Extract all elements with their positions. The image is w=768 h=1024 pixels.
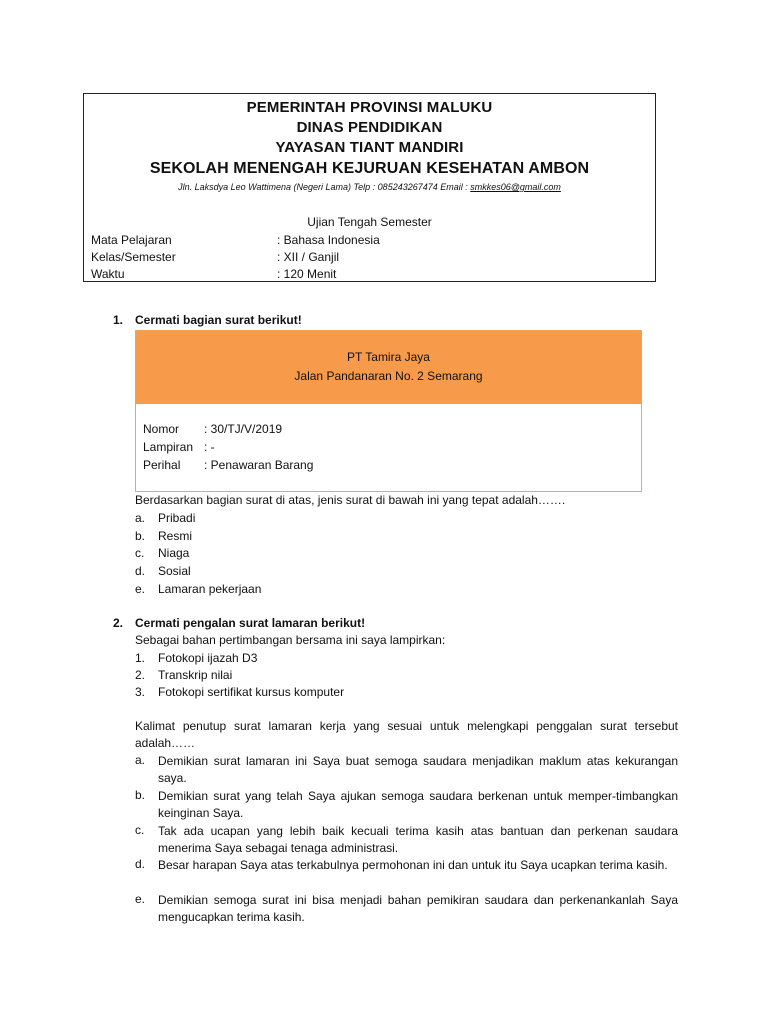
question-2-number: 2. xyxy=(113,616,124,630)
letter-row-label: Nomor xyxy=(143,422,180,436)
question-1-text: Berdasarkan bagian surat di atas, jenis surat di bawah ini yang tepat adalah……. xyxy=(135,493,566,507)
address-text: Jln. Laksdya Leo Wattimena (Negeri Lama) Telp : 085243267474 Email : xyxy=(178,182,471,192)
answer-option-b[interactable]: Resmi xyxy=(158,529,193,543)
letter-address: Jalan Pandanaran No. 2 Semarang xyxy=(294,369,483,383)
option-letter: d. xyxy=(135,857,146,871)
header-line-3: YAYASAN TIANT MANDIRI xyxy=(275,139,464,156)
info-label: Kelas/Semester xyxy=(91,250,176,264)
info-row-time xyxy=(91,267,337,281)
option-letter: e. xyxy=(135,582,146,596)
answer-option-e[interactable]: Lamaran pekerjaan xyxy=(158,582,262,596)
answer-option-e[interactable]: Demikian semoga surat ini bisa menjadi bahan pemikiran saudara dan perkenankanlah Saya mengucapkan terima kasih. xyxy=(158,893,678,924)
option-letter: b. xyxy=(135,529,146,543)
letter-row-nomor xyxy=(143,422,282,436)
info-row-subject xyxy=(91,233,380,247)
attachment-number: 1. xyxy=(135,651,146,665)
answer-option-b[interactable]: Demikian surat yang telah Saya ajukan semoga saudara berkenan untuk memper-timbangkan keinginan Saya. xyxy=(158,789,678,820)
option-letter: b. xyxy=(135,788,146,802)
answer-option-c[interactable]: Niaga xyxy=(158,546,190,560)
header-line-4: SEKOLAH MENENGAH KEJURUAN KESEHATAN AMBON xyxy=(149,160,590,177)
answer-option-d[interactable]: Sosial xyxy=(158,564,191,578)
info-row-class xyxy=(91,250,340,264)
option-letter: a. xyxy=(135,511,146,525)
answer-option-d[interactable]: Besar harapan Saya atas terkabulnya permohonan ini dan untuk itu Saya ucapkan terima kasih. xyxy=(158,858,668,872)
option-letter: c. xyxy=(135,546,145,560)
info-value: : Bahasa Indonesia xyxy=(277,233,380,247)
info-value: : 120 Menit xyxy=(277,267,337,281)
question-2-intro: Sebagai bahan pertimbangan bersama ini saya lampirkan: xyxy=(135,633,446,647)
answer-option-c[interactable]: Tak ada ucapan yang lebih baik kecuali terima kasih atas bantuan dan perkenan saudara menerima Saya sebagai tenaga administrasi. xyxy=(158,824,678,855)
letter-row-value: : - xyxy=(204,440,215,454)
question-1-heading: Cermati bagian surat berikut! xyxy=(135,313,302,327)
letter-row-label: Perihal xyxy=(143,458,181,472)
attachment-item: Fotokopi ijazah D3 xyxy=(158,651,258,665)
school-header xyxy=(83,93,656,282)
option-letter: d. xyxy=(135,564,146,578)
option-letter: e. xyxy=(135,892,146,906)
attachment-item: Fotokopi sertifikat kursus komputer xyxy=(158,685,345,699)
letter-row-lampiran xyxy=(143,440,215,454)
letter-row-value: : Penawaran Barang xyxy=(204,458,314,472)
answer-option-a[interactable]: Demikian surat lamaran ini Saya buat semoga saudara menjadikan maklum atas kekurangan saya. xyxy=(158,754,678,785)
option-letter: c. xyxy=(135,823,145,837)
option-letter: a. xyxy=(135,753,146,767)
info-label: Waktu xyxy=(91,267,125,281)
info-label: Mata Pelajaran xyxy=(91,233,172,247)
letter-excerpt xyxy=(135,330,642,492)
letter-row-label: Lampiran xyxy=(143,440,194,454)
info-value: : XII / Ganjil xyxy=(277,250,340,264)
attachment-number: 3. xyxy=(135,685,146,699)
header-line-2: DINAS PENDIDIKAN xyxy=(296,119,443,136)
attachment-item: Transkrip nilai xyxy=(158,668,233,682)
attachment-number: 2. xyxy=(135,668,146,682)
exam-title: Ujian Tengah Semester xyxy=(307,215,432,229)
header-line-1: PEMERINTAH PROVINSI MALUKU xyxy=(246,99,493,116)
letter-letterhead xyxy=(136,331,641,404)
question-2-heading: Cermati pengalan surat lamaran berikut! xyxy=(135,616,366,630)
letter-company: PT Tamira Jaya xyxy=(347,350,430,364)
answer-option-a[interactable]: Pribadi xyxy=(158,511,196,525)
school-address xyxy=(84,182,655,192)
question-2-text: Kalimat penutup surat lamaran kerja yang sesuai untuk melengkapi penggalan surat tersebut adalah…… xyxy=(135,719,678,750)
letter-row-perihal xyxy=(143,458,313,472)
letter-row-value: : 30/TJ/V/2019 xyxy=(204,422,283,436)
email-link[interactable]: smkkes06@gmail.com xyxy=(470,182,561,192)
question-1-number: 1. xyxy=(113,313,124,327)
